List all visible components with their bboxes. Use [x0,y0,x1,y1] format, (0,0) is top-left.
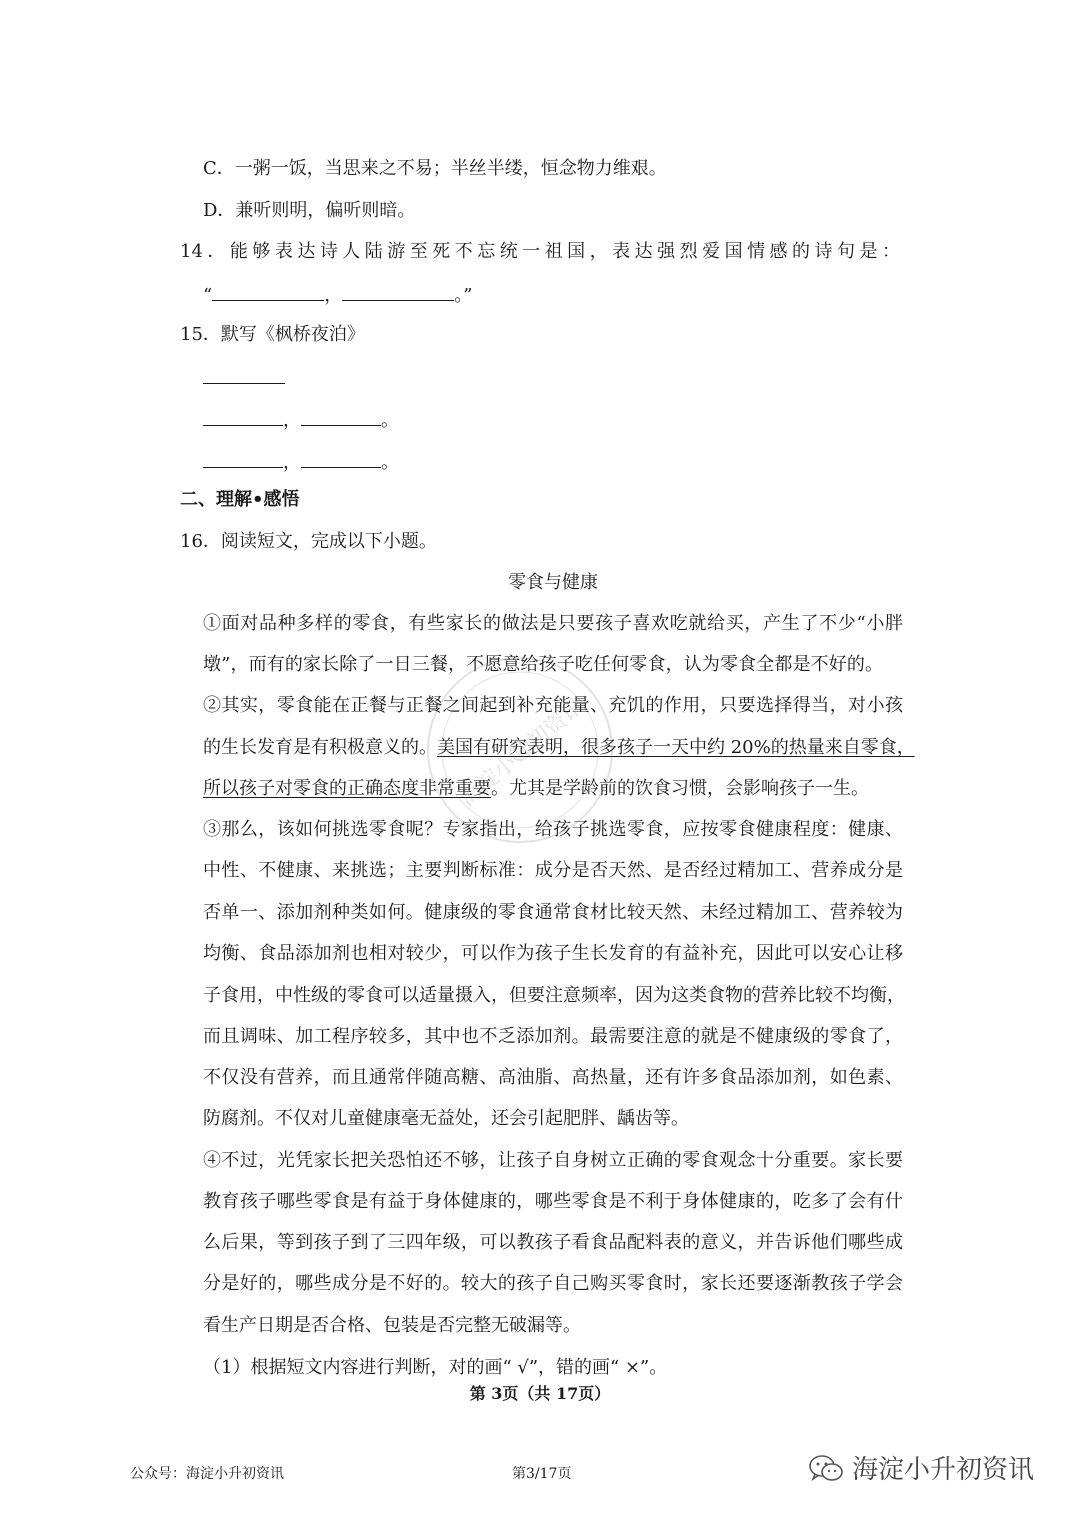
q15-comma: ， [283,410,301,431]
q15-comma: ， [283,452,301,473]
passage-p4-line-2: 教育孩子哪些零食是有益于身体健康的，哪些零食是不利于身体健康的，吃多了会有什 [203,1191,903,1212]
passage-p3-line-7: 不仅没有营养，而且通常伴随高糖、高油脂、高热量，还有许多食品添加剂，如色素、 [203,1067,903,1088]
passage-p3-line-2: 中性、不健康、来挑选；主要判断标准：成分是否天然、是否经过精加工、营养成分是 [203,860,903,881]
passage-underlined-claim-2: 所以孩子对零食的正确态度非常重要 [203,778,491,799]
passage-p4-line-4: 分是好的，哪些成分是不好的。较大的孩子自己购买零食时，家长还要逐渐教孩子学会 [203,1273,903,1294]
q14-stem: 14．能够表达诗人陆游至死不忘统一祖国，表达强烈爱国情感的诗句是： [180,241,900,262]
q16-stem: 16．阅读短文，完成以下小题。 [180,531,437,552]
q15-stem: 15．默写《枫桥夜泊》 [180,324,365,345]
bottom-account-label: 公众号：海淀小升初资讯 [130,1466,284,1482]
passage-p3-line-5: 子食用，中性级的零食可以适量摄入，但要注意频率，因为这类食物的营养比较不均衡， [203,985,905,1006]
passage-p1-line-2: 墩”，而有的家长除了一日三餐，不愿意给孩子吃任何零食，认为零食全都是不好的。 [203,654,883,675]
q15-blank-2[interactable] [301,407,381,426]
q15-line-1 [203,407,399,433]
passage-p4-line-1: ④不过，光凭家长把关恐怕还不够，让孩子自身树立正确的零食观念十分重要。家长要 [203,1150,903,1171]
sub-question-1: （1）根据短文内容进行判断，对的画“ √”，错的画“ ×”。 [203,1357,668,1378]
passage-p2-line-1: ②其实，零食能在正餐与正餐之间起到补充能量、充饥的作用，只要选择得当，对小孩 [203,695,903,716]
passage-title: 零食与健康 [508,572,598,593]
passage-p2-line-2-plain: 的生长发育是有积极意义的。 [203,737,437,758]
q13-option-d: D．兼听则明，偏听则暗。 [203,200,416,221]
passage-p2-line-3-plain: 。尤其是学龄前的饮食习惯，会影响孩子一生。 [491,778,869,799]
passage-p3-line-6: 而且调味、加工程序较多，其中也不乏添加剂。最需要注意的就是不健康级的零食了， [203,1026,903,1047]
q14-answer-line [203,282,472,308]
watermark-text: 海淀小升初资讯 [455,693,590,812]
q14-comma: ， [324,285,343,306]
q15-blank-1[interactable] [203,407,283,426]
q15-blank-3[interactable] [203,449,283,468]
q15-title-line [203,365,285,391]
q14-close: 。” [454,285,473,306]
passage-underlined-claim-1: 美国有研究表明，很多孩子一天中约 20%的热量来自零食， [437,737,915,758]
q15-blank-title[interactable] [203,365,285,384]
q15-period: 。 [381,410,399,431]
passage-p3-line-8: 防腐剂。不仅对儿童健康毫无益处，还会引起肥胖、龋齿等。 [203,1108,689,1129]
q14-blank-1[interactable] [212,282,324,301]
section-2-title: 二、理解•感悟 [180,489,300,510]
q14-open-quote: “ [203,285,213,306]
q13-option-c: C．一粥一饭，当思来之不易；半丝半缕，恒念物力维艰。 [203,158,667,179]
passage-p3-line-1: ③那么，该如何挑选零食呢？专家指出，给孩子挑选零食，应按零食健康程度：健康、 [203,819,903,840]
bottom-brand-text: 海淀小升初资讯 [852,1455,1035,1485]
q15-period: 。 [381,452,399,473]
passage-p1-line-1: ①面对品种多样的零食，有些家长的做法是只要孩子喜欢吃就给买，产生了不少“小胖 [203,613,903,634]
passage-p4-line-3: 么后果，等到孩子到了三四年级，可以教孩子看食品配料表的意义，并告诉他们哪些成 [203,1232,903,1253]
passage-p4-line-5: 看生产日期是否合格、包装是否完整无破漏等。 [203,1315,581,1336]
q15-blank-4[interactable] [301,449,381,468]
passage-p3-line-3: 否单一、添加剂种类如何。健康级的零食通常食材比较天然、未经过精加工、营养较为 [203,902,903,923]
watermark-seal [420,650,620,850]
q14-blank-2[interactable] [342,282,454,301]
passage-p3-line-4: 均衡、食品添加剂也相对较少，可以作为孩子生长发育的有益补充，因此可以安心让移 [203,943,903,964]
wechat-icon [808,1453,844,1485]
bottom-page-indicator: 第3/17页 [512,1466,572,1482]
q15-line-2 [203,449,399,475]
page-number-footer: 第 3页（共 17页） [469,1384,611,1403]
